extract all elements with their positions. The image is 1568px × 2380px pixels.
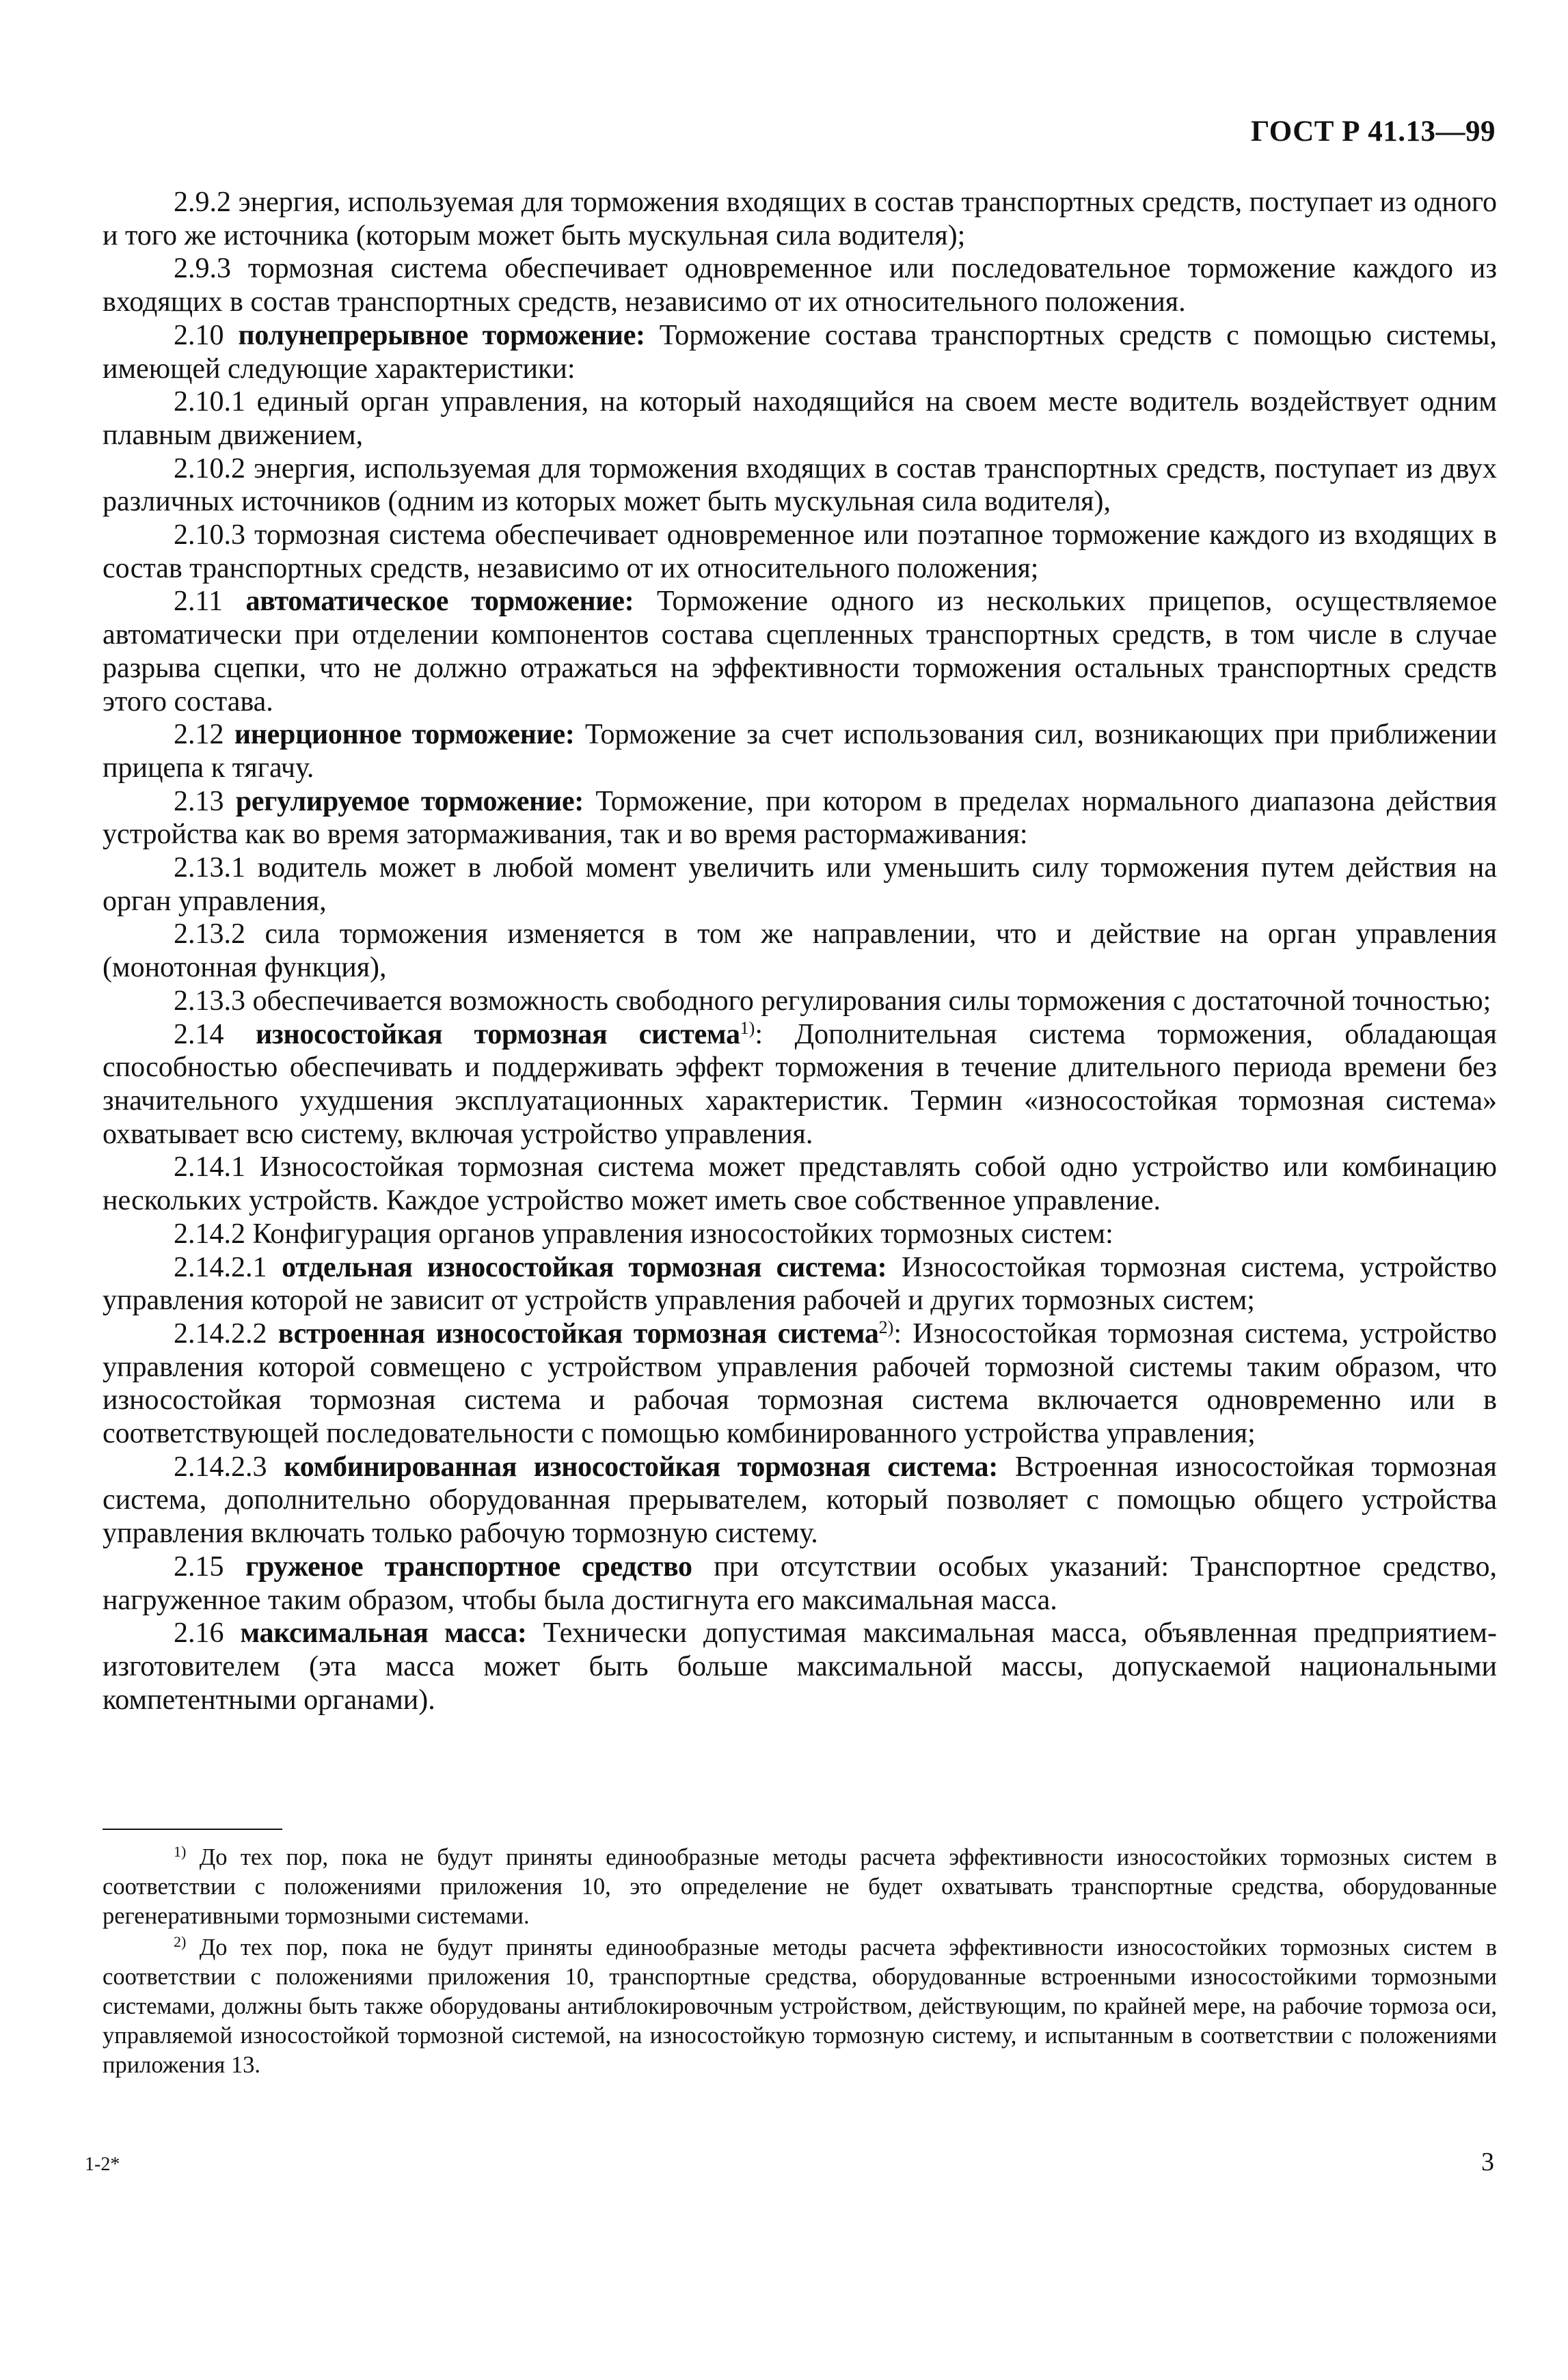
paragraph: 2.13.3 обеспечивается возможность свободного регулирования силы торможения с достаточной точностью; [174, 985, 1491, 1017]
term-definition: 2.11 автоматическое торможение: Торможение одного из нескольких прицепов, осуществляемое автоматически при отделении компонентов состава сцепленных транспортных средств, в том числе в случае разрыва сцепки, что не должно отражаться на эффективности торможения остальных транспортных средств этого состава. [103, 586, 1497, 717]
footnote: $^{2)}$ До тех пор, пока не будут приняты единообразные методы расчета эффективности износостойких тормозных систем в соответствии с положениями приложения 10, транспортные средства, оборудованные встроенными износостойкими тормозными системами, должны быть также оборудованы антиблокировочным устройством, действующим, по крайней мере, на рабочие тормоза оси, управляемой износостойкой тормозной системой, на износостойкую тормозную систему, и испытанным в соответствии с положениями приложения 13. [103, 1933, 1497, 2078]
term: автоматическое торможение: [245, 586, 634, 618]
paragraph: 2.10.2 энергия, используемая для торможения входящих в состав транспортных средств, поступает из двух различных источников (одним из которых может быть мускульная сила водителя), [103, 452, 1497, 518]
paragraph: 2.10.3 тормозная система обеспечивает одновременное или поэтапное торможение каждого из входящих в состав транспортных средств, независимо от их относительного положения; [103, 519, 1497, 584]
term: износостойкая тормозная система [256, 1018, 740, 1050]
term-definition: 2.13 регулируемое торможение: Торможение, при котором в пределах нормального диапазона действия устройства как во время затормаживания, так и во время растормаживания: [103, 785, 1497, 851]
page-number: 3 [1481, 2148, 1494, 2176]
paragraph: 2.13.1 водитель может в любой момент увеличить или уменьшить силу торможения путем действия на орган управления, [103, 852, 1497, 917]
paragraph: 2.14.2 Конфигурация органов управления износостойких тормозных систем: [174, 1218, 1113, 1250]
term-definition: 2.14.2.2 встроенная износостойкая тормозная система$^{2)}$: Износостойкая тормозная система, устройство управления которой совмещено с устройством управления рабочей тормозной системы таким образом, что износостойкая тормозная система и рабочая тормозная система включается одновременно или в соответствующей последовательности с помощью комбинированного устройства управления; [103, 1317, 1498, 1450]
term-definition: 2.12 инерционное торможение: Торможение за счет использования сил, возникающих при приближении прицепа к тягачу. [103, 719, 1497, 784]
term: встроенная износостойкая тормозная система [278, 1317, 879, 1350]
paragraph: 2.14.1 Износостойкая тормозная система может представлять собой одно устройство или комбинацию нескольких устройств. Каждое устройство может иметь свое собственное управление. [103, 1151, 1497, 1217]
paragraph: 2.13.2 сила торможения изменяется в том же направлении, что и действие на орган управления (монотонная функция), [103, 918, 1497, 984]
printer-mark: 1-2* [85, 2154, 120, 2175]
term-definition: 2.14.2.3 комбинированная износостойкая тормозная система: Встроенная износостойкая тормозная система, дополнительно оборудованная прерывателем, который позволяет с помощью общего устройства управления включать только рабочую тормозную систему. [103, 1451, 1498, 1550]
term-definition: 2.14.2.1 отдельная износостойкая тормозная система: Износостойкая тормозная система, устройство управления которой не зависит от устройств управления рабочей и других тормозных систем; [103, 1251, 1497, 1317]
document-code-header: ГОСТ Р 41.13—99 [1250, 115, 1496, 148]
term-definition: 2.10 полунепрерывное торможение: Торможение состава транспортных средств с помощью системы, имеющей следующие характеристики: [103, 319, 1498, 385]
term: полунепрерывное торможение: [238, 319, 645, 351]
footnote-ref: 1) [740, 1017, 755, 1038]
term: груженое транспортное средство [245, 1550, 692, 1583]
paragraph: 2.9.3 тормозная система обеспечивает одновременное или последовательное торможение каждого из входящих в состав транспортных средств, независимо от их относительного положения. [103, 253, 1497, 318]
term: отдельная износостойкая тормозная система: [282, 1251, 887, 1283]
document-body [103, 186, 1497, 1716]
footnote: $^{1)}$ До тех пор, пока не будут приняты единообразные методы расчета эффективности износостойких тормозных систем в соответствии с положениями приложения 10, это определение не будет охватывать транспортные средства, оборудованные регенеративными тормозными системами. [103, 1843, 1497, 1929]
footnote-mark: 2) [174, 1933, 187, 1951]
footnote-mark: 1) [174, 1843, 187, 1860]
footnote-ref: 2) [878, 1317, 894, 1337]
term: максимальная масса: [240, 1617, 527, 1650]
term: инерционное торможение: [234, 719, 575, 751]
paragraph: 2.10.1 единый орган управления, на который находящийся на своем месте водитель воздействует одним плавным движением, [103, 386, 1497, 451]
footnote-divider [103, 1829, 282, 1830]
paragraph: 2.9.2 энергия, используемая для торможения входящих в состав транспортных средств, поступает из одного и того же источника (которым может быть мускульная сила водителя); [103, 187, 1497, 251]
footnotes [103, 1843, 1497, 2079]
term-definition: 2.15 груженое транспортное средство при отсутствии особых указаний: Транспортное средство, нагруженное таким образом, чтобы была достигнута его максимальная масса. [103, 1550, 1498, 1616]
term-definition: 2.16 максимальная масса: Технически допустимая максимальная масса, объявленная предприятием-изготовителем (эта масса может быть больше максимальной массы, допускаемой национальными компетентными органами). [103, 1617, 1497, 1716]
term: регулируемое торможение: [235, 785, 584, 817]
term-definition: 2.14 износостойкая тормозная система$^{1)}$: Дополнительная система торможения, обладающая способностью обеспечивать и поддерживать эффект торможения в течение длительного периода времени без значительного ухудшения эксплуатационных характеристик. Термин «износостойкая тормозная система» охватывает всю систему, включая устройство управления. [103, 1017, 1497, 1150]
term: комбинированная износостойкая тормозная система: [284, 1451, 998, 1483]
